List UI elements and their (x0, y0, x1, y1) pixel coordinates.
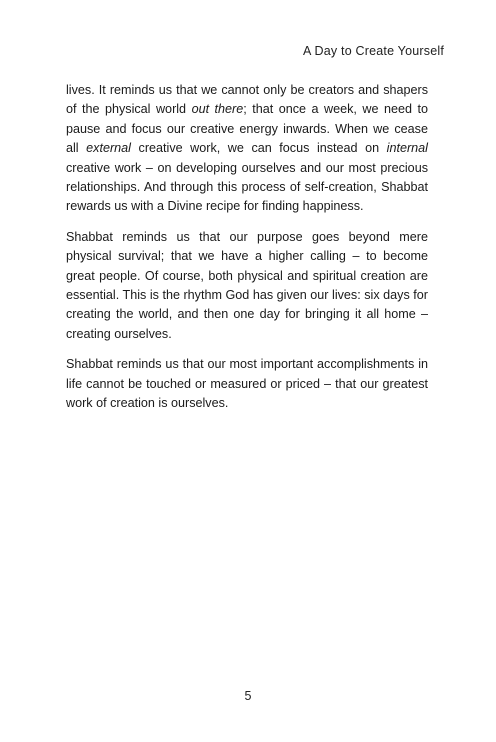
running-head: A Day to Create Yourself (303, 44, 444, 58)
italic-text-segment: out there (191, 102, 244, 117)
paragraph (66, 228, 428, 344)
text-segment: Shabbat reminds us that our purpose goes beyond mere physical survival; that we have a higher calling – to become great people. Of course, both physical and spiritual creation are essential. This is the rhythm God has given our lives: six days for creating the world, and then one day for bringing it all home – creating ourselves. (66, 229, 428, 341)
text-segment: lives. It reminds us that we cannot only be creators and shapers of the physical world (66, 83, 428, 117)
paragraph (66, 81, 428, 217)
page-number: 5 (244, 689, 252, 703)
italic-text-segment: external (86, 141, 131, 156)
text-segment: ; that once a week, we need to pause and focus our creative energy inwards. When we cease all (66, 102, 429, 156)
text-segment: Shabbat reminds us that our most important accomplishments in life cannot be touched or measured or priced – that our greatest work of creation is ourselves. (66, 357, 428, 411)
text-segment: creative work, we can focus instead on (130, 141, 387, 156)
paragraph (66, 355, 428, 413)
body-text (66, 81, 428, 425)
italic-text-segment: internal (386, 141, 428, 156)
text-segment: creative work – on developing ourselves and our most precious relationships. And through this process of self-creation, Shabbat rewards us with a Divine recipe for finding happiness. (66, 160, 428, 214)
